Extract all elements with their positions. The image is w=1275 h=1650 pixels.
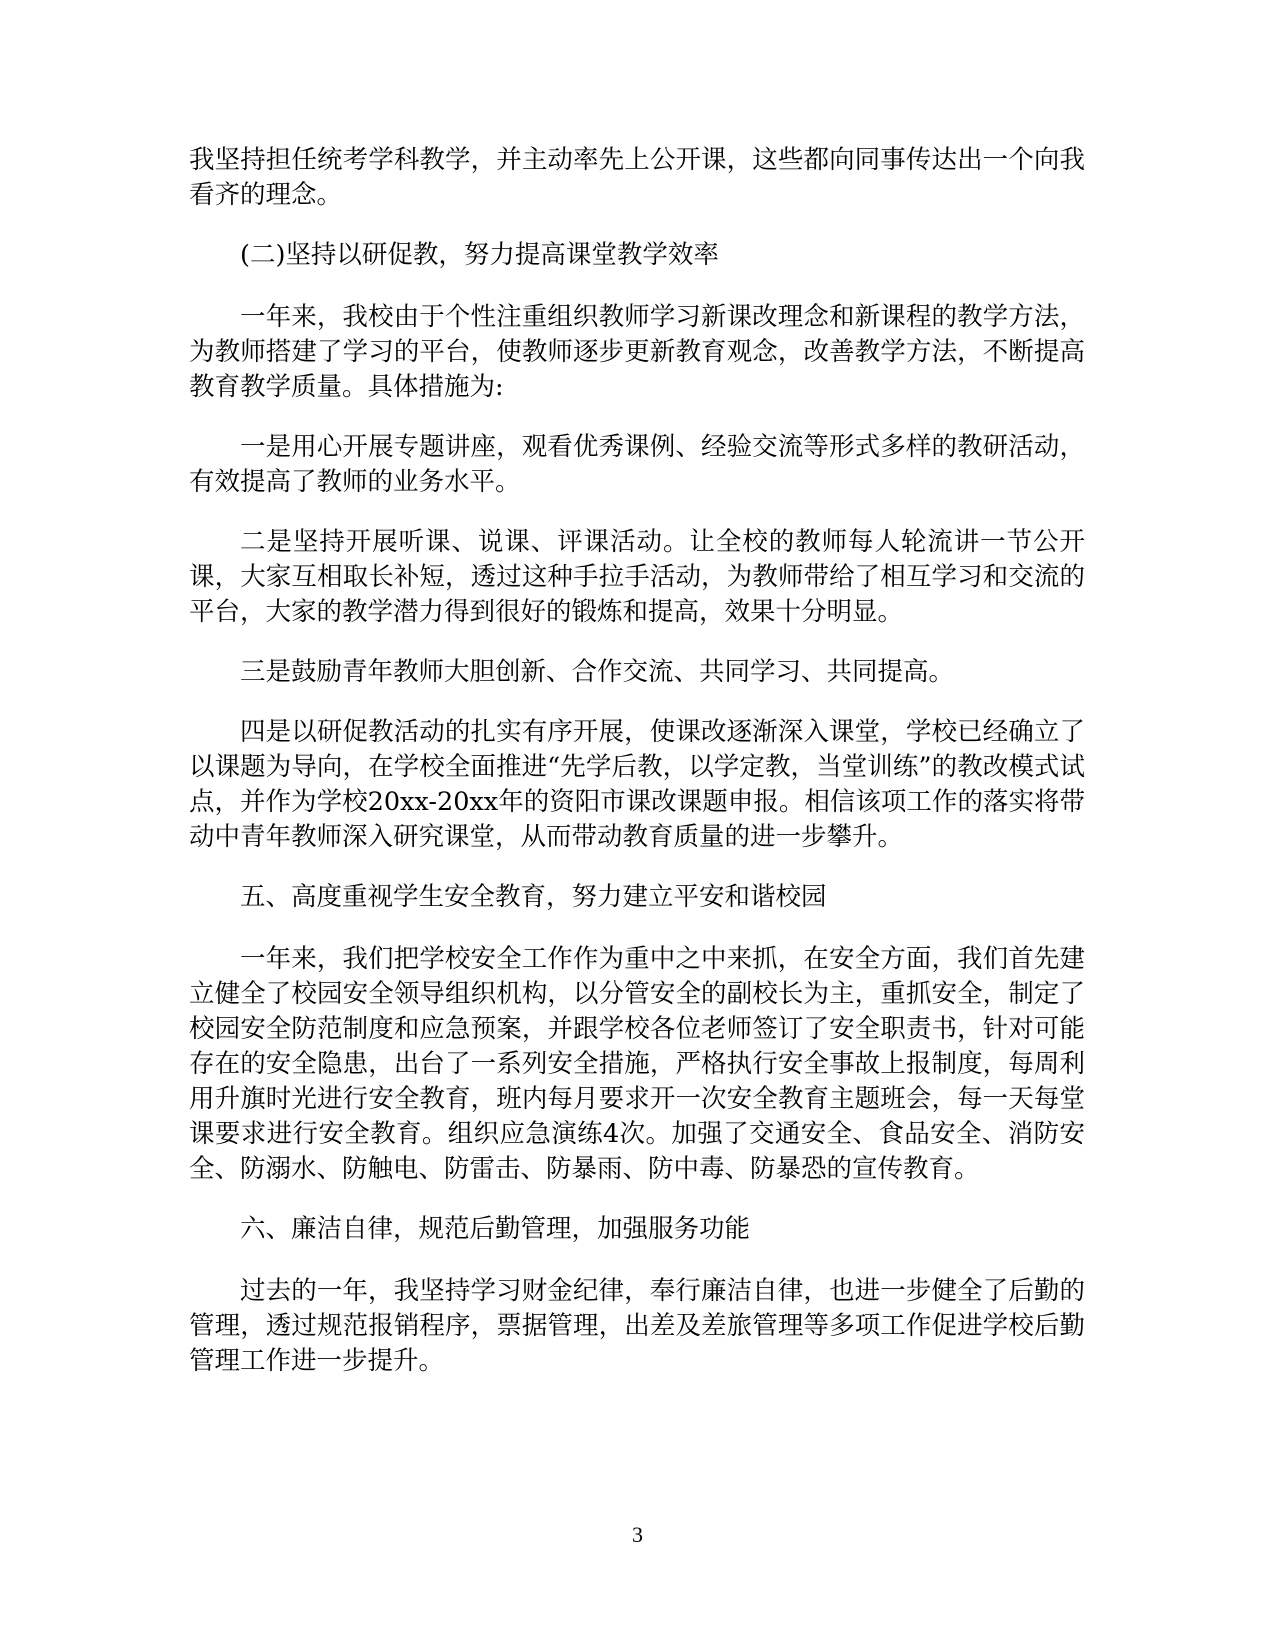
paragraph: 三是鼓励青年教师大胆创新、合作交流、共同学习、共同提高。 (240, 657, 955, 687)
paragraph: 一年来，我们把学校安全工作作为重中之中来抓，在安全方面，我们首先建立健全了校园安全领导组织机构，以分管安全的副校长为主，重抓安全，制定了校园安全防范制度和应急预案，并跟学校各位老师签订了安全职责书，针对可能存在的安全隐患，出台了一系列安全措施，严格执行安全事故上报制度，每周利用升旗时光进行安全教育，班内每月要求开一次安全教育主题班会，每一天每堂课要求进行安全教育。组织应急演练4次。加强了交通安全、食品安全、消防安全、防溺水、防触电、防雷击、防暴雨、防中毒、防暴恐的宣传教育。 (189, 944, 1085, 1184)
paragraph: 二是坚持开展听课、说课、评课活动。让全校的教师每人轮流讲一节公开课，大家互相取长补短，透过这种手拉手活动，为教师带给了相互学习和交流的平台，大家的教学潜力得到很好的锻炼和提高，效果十分明显。 (189, 527, 1085, 627)
paragraph: 我坚持担任统考学科教学，并主动率先上公开课，这些都向同事传达出一个向我看齐的理念。 (189, 145, 1085, 210)
paragraph: 一年来，我校由于个性注重组织教师学习新课改理念和新课程的教学方法，为教师搭建了学习的平台，使教师逐步更新教育观念，改善教学方法，不断提高教育教学质量。具体措施为: (189, 302, 1085, 402)
page-number: 3 (632, 1522, 643, 1547)
document-body (189, 143, 1085, 1404)
section-heading: 五、高度重视学生安全教育，努力建立平安和谐校园 (240, 882, 827, 912)
section-heading: 六、廉洁自律，规范后勤管理，加强服务功能 (240, 1214, 751, 1244)
paragraph: 一是用心开展专题讲座，观看优秀课例、经验交流等形式多样的教研活动，有效提高了教师的业务水平。 (189, 432, 1085, 497)
section-heading: (二)坚持以研促教，努力提高课堂教学效率 (240, 240, 719, 270)
paragraph: 过去的一年，我坚持学习财金纪律，奉行廉洁自律，也进一步健全了后勤的管理，透过规范报销程序，票据管理，出差及差旅管理等多项工作促进学校后勤管理工作进一步提升。 (189, 1276, 1085, 1376)
paragraph: 四是以研促教活动的扎实有序开展，使课改逐渐深入课堂，学校已经确立了以课题为导向，在学校全面推进“先学后教，以学定教，当堂训练”的教改模式试点，并作为学校20xx-20xx年的资阳市课改课题申报。相信该项工作的落实将带动中青年教师深入研究课堂，从而带动教育质量的进一步攀升。 (189, 717, 1085, 852)
